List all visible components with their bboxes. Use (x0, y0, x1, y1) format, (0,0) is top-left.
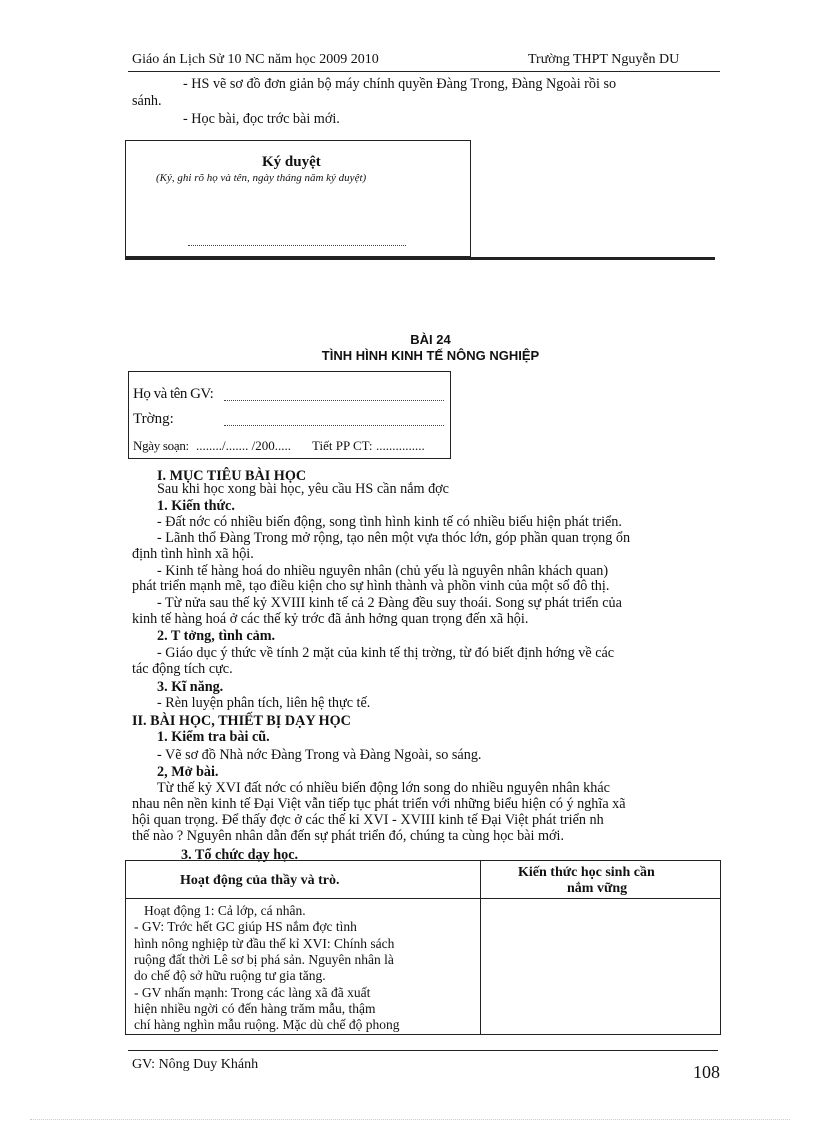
date-value: ......../....... /200..... (196, 438, 291, 453)
lesson-title: TÌNH HÌNH KINH TẾ NÔNG NGHIỆP (321, 348, 540, 363)
content-line: II. BÀI HỌC, THIẾT BỊ DẠY HỌC (132, 713, 351, 729)
content-line: - Lãnh thổ Đàng Trong mở rộng, tạo nên một vựa thóc lớn, góp phần quan trọng ổn (157, 530, 631, 546)
content-line: - Kinh tế hàng hoá do nhiều nguyên nhân (chủ yếu là nguyên nhân khách quan) (157, 563, 609, 579)
top-line-1: - HS vẽ sơ đồ đơn giản bộ máy chính quyền Đàng Trong, Đàng Ngoài rồi so (183, 76, 617, 92)
top-line-2: sánh. (132, 93, 162, 109)
content-line: định tình hình xã hội. (132, 546, 254, 562)
table-cell-line: Hoạt động 1: Cả lớp, cá nhân. (144, 903, 306, 918)
content-line: phát triển mạnh mẽ, tạo điều kiện cho sự hình thành và phồn vinh của một số đô thị. (132, 578, 610, 594)
content-line: hội quan trọng. Để thấy đợc ở các thế kỉ XVI - XVIII kinh tế Đại Việt phát triển nh (132, 812, 604, 828)
table-col2-header-1: Kiến thức học sinh cần (518, 865, 655, 880)
approval-subtitle: (Ký, ghi rõ họ và tên, ngày tháng năm ký duyệt) (156, 172, 367, 184)
header-rule (128, 71, 720, 72)
teacher-name-dots (224, 399, 444, 401)
table-cell-line: ruộng đất thời Lê sơ bị phá sản. Nguyên nhân là (134, 951, 394, 967)
content-line: 1. Kiểm tra bài cũ. (157, 729, 270, 745)
content-line: - Rèn luyện phân tích, liên hệ thực tế. (157, 695, 371, 711)
content-line: tác động tích cực. (132, 661, 233, 677)
table-cell-line: hình nông nghiệp từ đầu thế kỉ XVI: Chính sách (134, 935, 395, 951)
table-cell-line: do chế độ sở hữu ruộng tư gia tăng. (134, 968, 326, 984)
footer-teacher: GV: Nông Duy Khánh (132, 1057, 259, 1072)
period-label: Tiết PP CT: (312, 438, 373, 453)
teacher-name-label: Họ và tên GV: (133, 386, 214, 402)
header-right: Trường THPT Nguyễn DU (528, 52, 680, 67)
content-line: - Từ nửa sau thế kỷ XVIII kinh tế cả 2 Đàng đều suy thoái. Song sự phát triển của (157, 595, 622, 611)
header-left: Giáo án Lịch Sử 10 NC năm học 2009 2010 (132, 52, 379, 67)
approval-rule (125, 257, 715, 260)
table-header-rule (126, 898, 720, 899)
table-col1-header: Hoạt động của thầy và trò. (180, 873, 340, 888)
content-line: nhau nên nền kinh tế Đại Việt vẫn tiếp tục phát triển với những biểu hiện có ý nghĩa xã (132, 796, 626, 812)
table-col2-header-2: nắm vững (567, 881, 628, 896)
content-line: thế nào ? Nguyên nhân dẫn đến sự phát triển đó, chúng ta cùng học bài mới. (132, 828, 565, 844)
content-line: - Đất nớc có nhiều biến động, song tình hình kinh tế có nhiều biểu hiện phát triển. (157, 514, 622, 530)
school-dots (224, 424, 444, 426)
content-line: kinh tế hàng hoá ở các thế kỷ trớc đã ảnh hởng quan trọng đến xã hội. (132, 611, 529, 627)
table-column-divider (480, 861, 481, 1034)
content-line: 3. Tổ chức dạy học. (181, 847, 299, 863)
content-line: 2, Mở bài. (157, 764, 219, 780)
approval-title: Ký duyệt (262, 154, 321, 170)
page-bottom-edge (30, 1118, 790, 1120)
content-line: - Vẽ sơ đồ Nhà nớc Đàng Trong và Đàng Ngoài, so sáng. (157, 747, 482, 763)
table-cell-line: - GV nhấn mạnh: Trong các làng xã đã xuất (134, 984, 371, 1000)
date-label: Ngày soạn: (133, 438, 189, 453)
content-line: 3. Kĩ năng. (157, 679, 224, 695)
footer-rule (128, 1050, 718, 1051)
lesson-number: BÀI 24 (410, 332, 451, 347)
table-cell-line: chí hàng nghìn mẫu ruộng. Mặc dù chế độ phong (134, 1017, 400, 1033)
teaching-table (125, 860, 721, 1035)
content-line: - Giáo dục ý thức về tính 2 mặt của kinh tế thị trờng, từ đó biết định hớng về các (157, 645, 615, 661)
table-cell-line: hiện nhiều ngời có đến hàng trăm mẫu, thậm (134, 1000, 376, 1016)
top-line-3: - Học bài, đọc trớc bài mới. (183, 111, 340, 127)
content-line: Sau khi học xong bài học, yêu cầu HS cần nắm đợc (157, 481, 449, 497)
school-label: Trờng: (133, 411, 174, 427)
content-line: 1. Kiến thức. (157, 498, 235, 514)
content-line: 2. T tởng, tình cảm. (157, 628, 276, 644)
page-number: 108 (693, 1062, 720, 1082)
signature-line (188, 244, 406, 246)
period-value: ............... (376, 438, 425, 453)
table-cell-line: - GV: Trớc hết GC giúp HS nắm đợc tình (134, 919, 357, 935)
content-line: Từ thế kỷ XVI đất nớc có nhiều biến động lớn song do nhiều nguyên nhân khác (157, 780, 610, 796)
content-line: I. MỤC TIÊU BÀI HỌC (157, 468, 307, 484)
